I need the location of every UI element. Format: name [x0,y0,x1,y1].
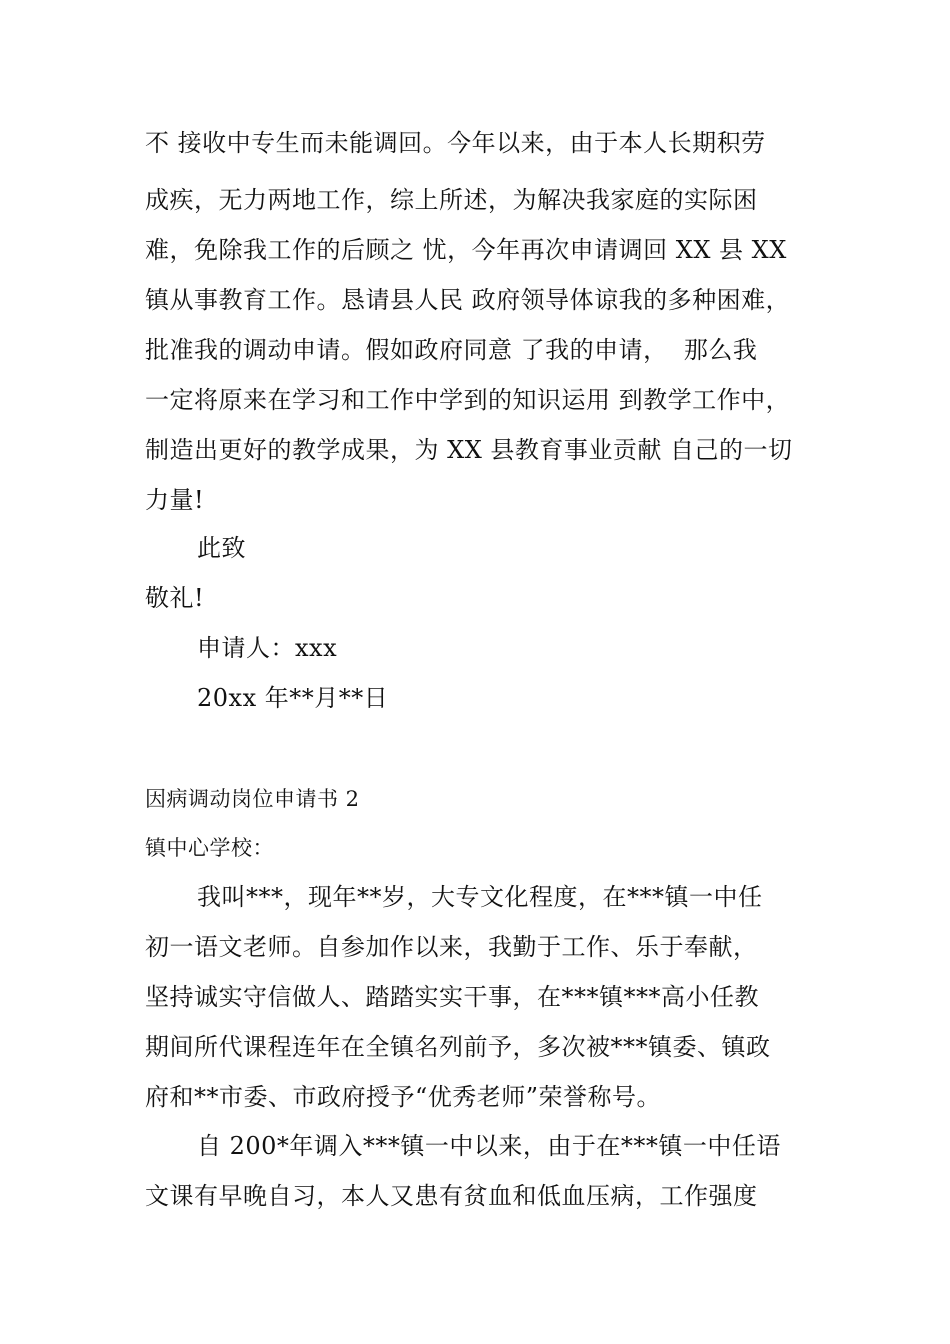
body-line: 初一语文老师。自参加作以来，我勤于工作、乐于奉献， [145,933,758,961]
body-line: 难，免除我工作的后顾之 忧，今年再次申请调回 XX 县 XX [145,236,787,264]
body-line: 制造出更好的教学成果，为 XX 县教育事业贡献 自己的一切 [145,436,793,464]
body-line: 我叫***，现年**岁，大专文化程度，在***镇一中任 [197,883,763,911]
body-line: 批准我的调动申请。假如政府同意 了我的申请， 那么我 [145,336,758,364]
body-line: 不 接收中专生而未能调回。今年以来，由于本人长期积劳 [145,129,766,157]
closing-jingli: 敬礼! [145,584,205,612]
section-title: 因病调动岗位申请书 2 [145,787,360,811]
application-date: 20xx 年**月**日 [197,684,389,712]
body-line: 期间所代课程连年在全镇名列前予，多次被***镇委、镇政 [145,1033,771,1061]
body-line: 一定将原来在学习和工作中学到的知识运用 到教学工作中， [145,386,791,414]
body-line: 文课有早晚自习，本人又患有贫血和低血压病，工作强度 [145,1182,758,1210]
salutation: 镇中心学校： [145,836,274,860]
body-line: 坚持诚实守信做人、踏踏实实干事，在***镇***高小任教 [145,983,759,1011]
applicant-signature: 申请人：xxx [197,634,338,662]
body-line: 自 200*年调入***镇一中以来，由于在***镇一中任语 [197,1132,781,1160]
body-line: 成疾，无力两地工作，综上所述，为解决我家庭的实际困 [145,186,758,214]
body-line: 府和**市委、市政府授予“优秀老师”荣誉称号。 [145,1083,662,1111]
closing-cizhi: 此致 [197,534,246,562]
body-line: 镇从事教育工作。恳请县人民 政府领导体谅我的多种困难， [145,286,791,314]
body-line: 力量! [145,486,205,514]
